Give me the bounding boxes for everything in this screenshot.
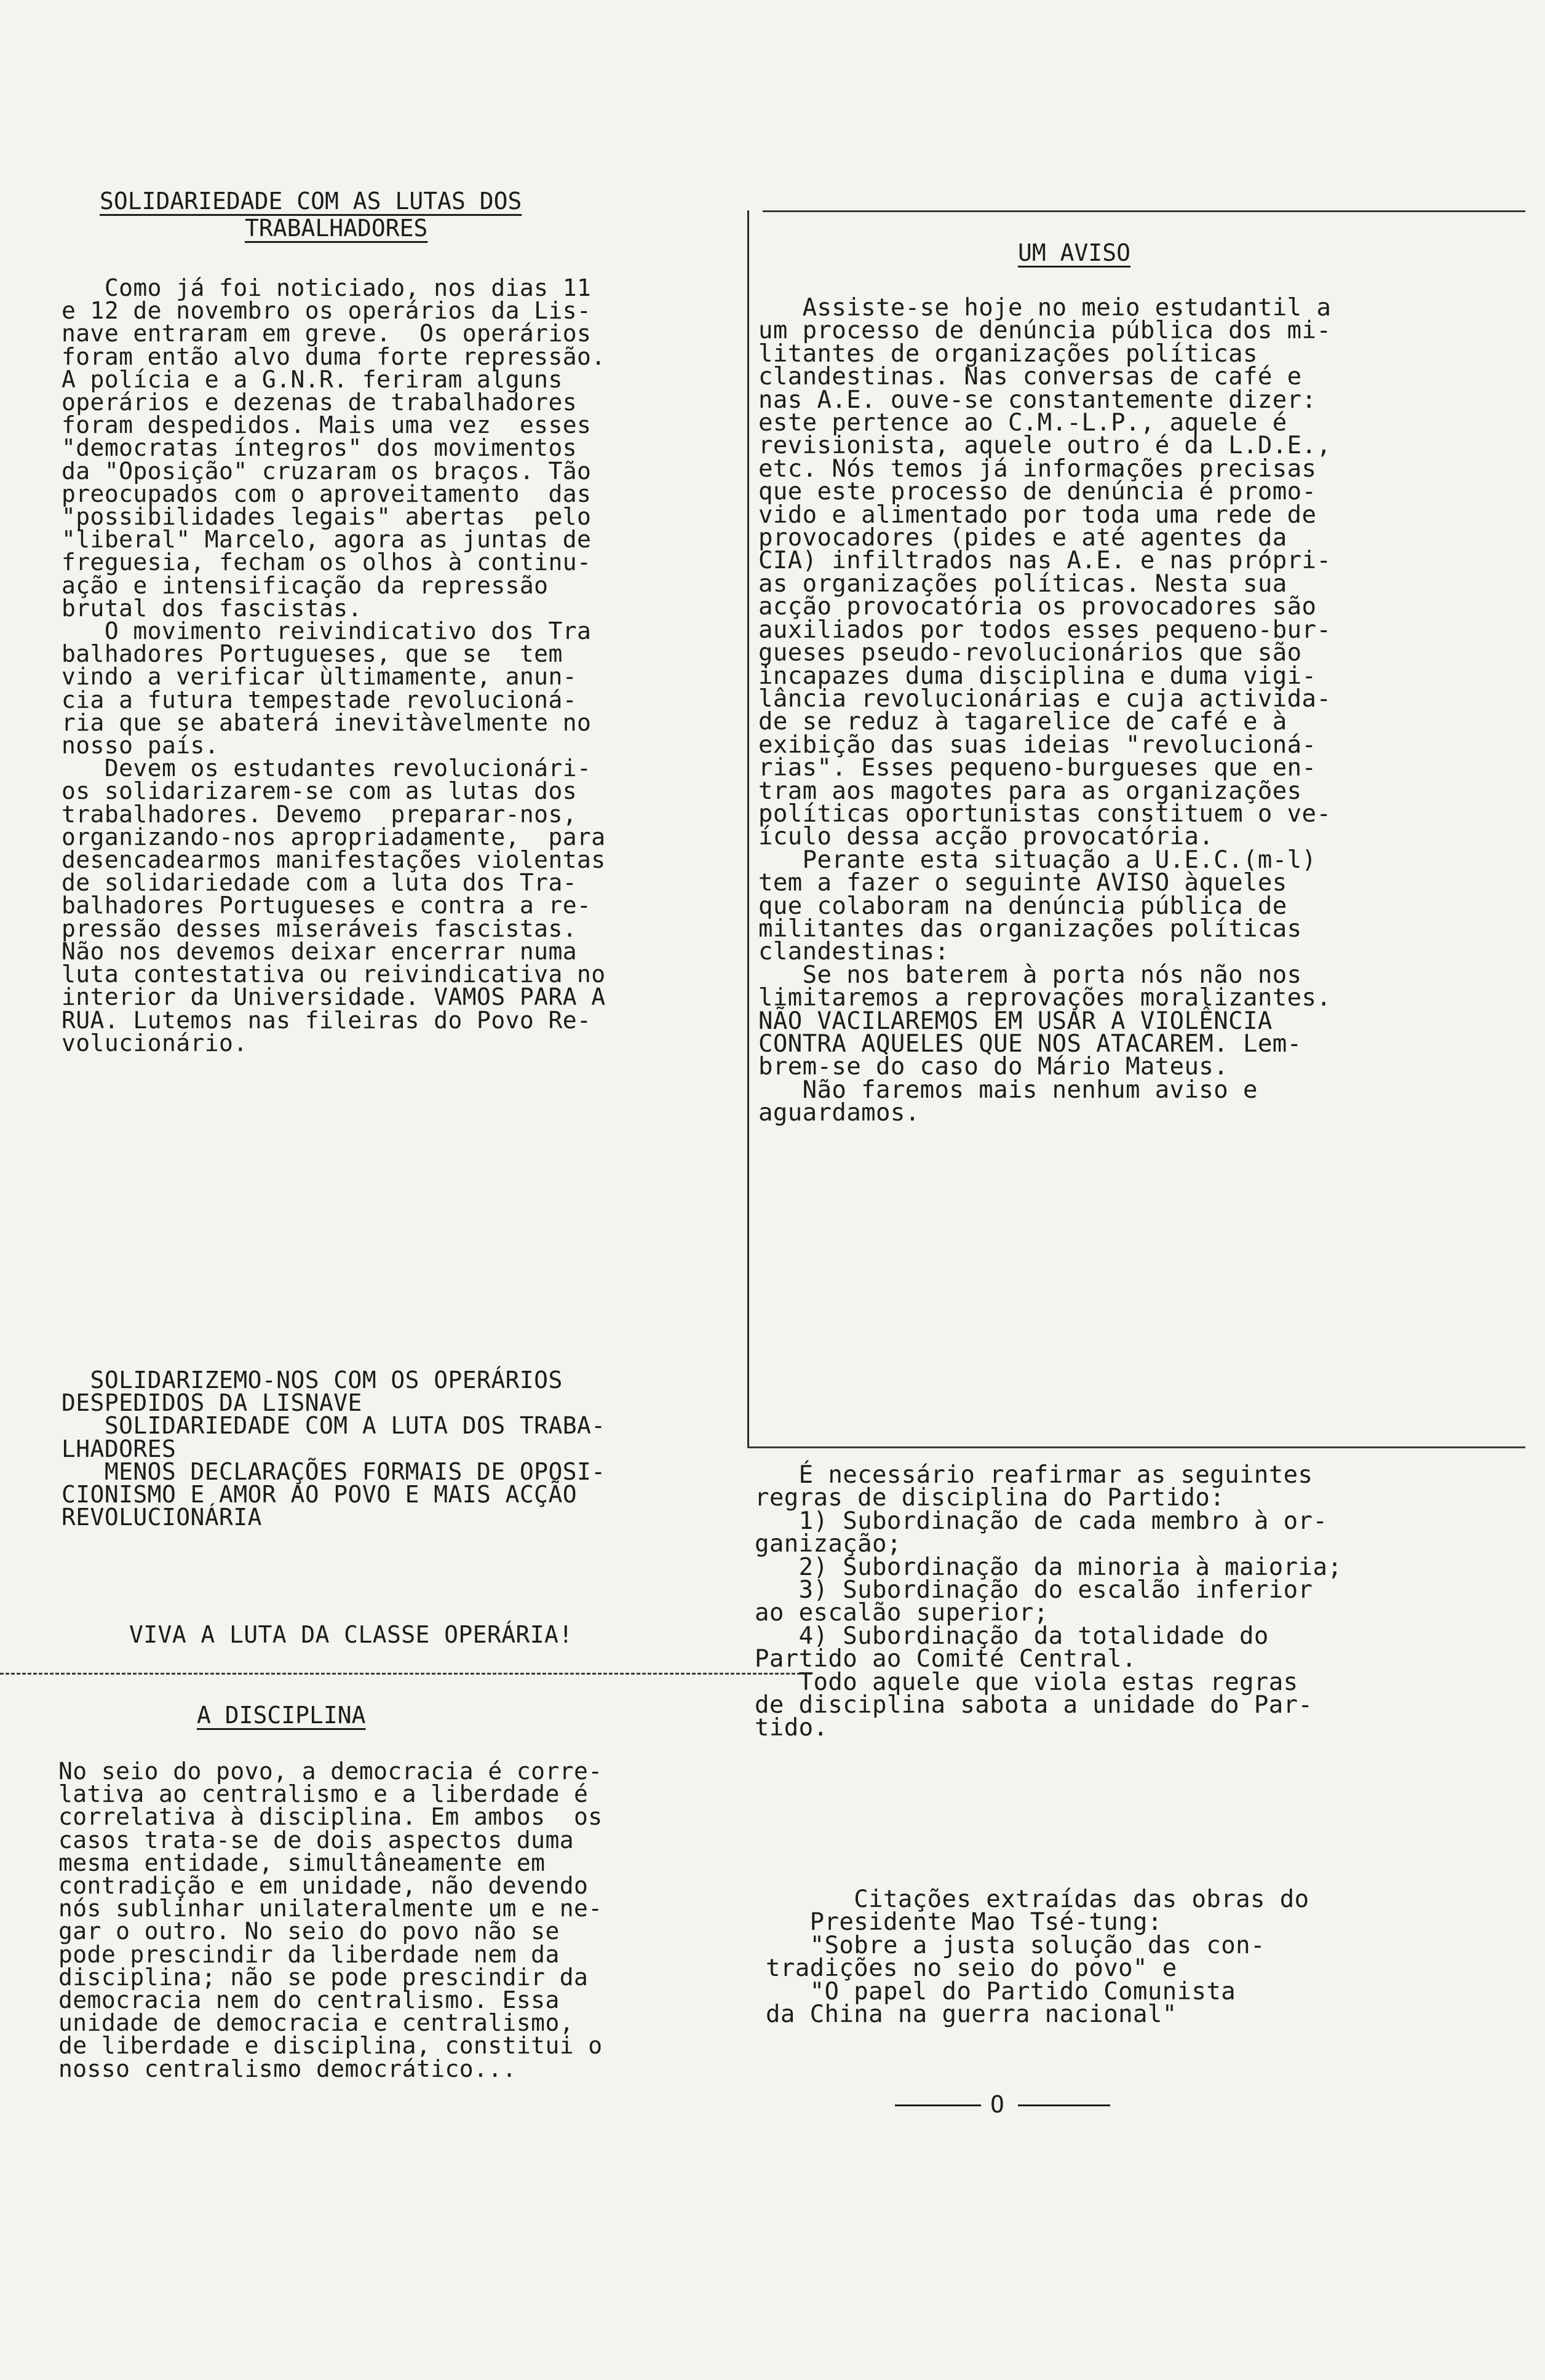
text-line: disciplina; não se pode prescindir da: [58, 1963, 589, 1991]
text-line: Partido ao Comité Central.: [755, 1645, 1137, 1673]
text-line: gar o outro. No seio do povo não se: [58, 1918, 560, 1945]
text-line: É necessário reafirmar as seguintes: [755, 1461, 1313, 1489]
text-line: incapazes duma disciplina e duma vigi-: [758, 662, 1317, 690]
text-line: 3) Subordinação do escalão inferior: [755, 1576, 1313, 1605]
slogan-line: SOLIDARIEDADE COM A LUTA DOS TRABA-: [62, 1412, 606, 1440]
text-line: ganização;: [755, 1530, 902, 1558]
text-line: nas A.E. ouve-se constantemente dizer:: [758, 386, 1317, 414]
text-line: "liberal" Marcelo, agora as juntas de: [62, 526, 592, 553]
text-line: foram despedidos. Mais uma vez esses: [62, 411, 592, 439]
text-line: tradições no seio do povo" e: [766, 1954, 1177, 1983]
slogan-line: REVOLUCIONÁRIA: [62, 1504, 262, 1531]
text-line: "possibilidades legais" abertas pelo: [62, 503, 592, 531]
text-line: Como já foi noticiado, nos dias 11: [62, 274, 592, 301]
text-line: aguardamos.: [758, 1099, 920, 1127]
solidarity-slogans: [62, 1369, 606, 1529]
text-line: as organizações políticas. Nesta sua: [758, 569, 1287, 598]
text-line: 2) Subordinação da minoria à maioria;: [755, 1553, 1343, 1581]
text-line: gueses pseudo-revolucionários que são: [758, 639, 1302, 667]
text-line: ação e intensificação da repressão: [62, 571, 549, 599]
slogan-line: DESPEDIDOS DA LISNAVE: [62, 1389, 362, 1417]
text-line: Se nos baterem à porta nós não nos: [758, 961, 1302, 989]
warning-box-bottom-rule: [747, 1446, 1525, 1448]
text-line: A polícia e a G.N.R. feriram alguns: [62, 365, 563, 393]
text-line: luta contestativa ou reivindicativa no: [62, 961, 606, 988]
text-line: interior da Universidade. VAMOS PARA A: [62, 983, 606, 1011]
text-line: balhadores Portugueses e contra a re-: [62, 892, 592, 919]
text-line: O movimento reivindicativo dos Tra: [62, 617, 592, 645]
text-line: auxiliados por todos esses pequeno-bur-: [758, 616, 1332, 644]
text-line: os solidarizarem-se com as lutas dos: [62, 777, 578, 805]
discipline-body: [58, 1760, 603, 2081]
text-line: freguesia, fecham os olhos à continu-: [62, 549, 592, 576]
text-line: CONTRA AQUELES QUE NOS ATACAREM. Lem-: [758, 1030, 1302, 1058]
warning-box-left-rule: [747, 210, 749, 1446]
text-line: etc. Nós temos já informações precisas: [758, 454, 1317, 483]
text-line: Presidente Mao Tsé-tung:: [766, 1908, 1162, 1937]
text-line: pode prescindir da liberdade nem da: [58, 1940, 560, 1968]
end-mark: [895, 2091, 1129, 2116]
text-line: brem-se do caso do Mário Mateus.: [758, 1053, 1229, 1081]
text-line: democracia nem do centralismo. Essa: [58, 1986, 560, 2014]
text-line: ria que se abaterá inevitàvelmente no: [62, 708, 592, 736]
text-line: unidade de democracia e centralismo,: [58, 2009, 574, 2037]
text-line: organizando-nos apropriadamente, para: [62, 823, 606, 851]
text-line: correlativa à disciplina. Em ambos os: [58, 1803, 603, 1831]
text-line: clandestinas:: [758, 938, 950, 966]
text-line: 1) Subordinação de cada membro à or-: [755, 1507, 1328, 1535]
text-line: CIA) infiltrados nas A.E. e nas própri-: [758, 547, 1332, 575]
text-line: casos trata-se de dois aspectos duma: [58, 1826, 574, 1854]
text-line: políticas oportunistas constituem o ve-: [758, 799, 1332, 828]
text-line: foram então alvo duma forte repressão.: [62, 343, 606, 370]
text-line: que este processo de denúncia é promo-: [758, 478, 1317, 506]
discipline-rules: [755, 1461, 1343, 1742]
text-line: trabalhadores. Devemo preparar-nos,: [62, 800, 578, 828]
text-line: cia a futura tempestade revolucioná-: [62, 686, 578, 713]
text-line: Não faremos mais nenhum aviso e: [758, 1076, 1258, 1104]
text-line: "Sobre a justa solução das con-: [766, 1931, 1265, 1959]
text-line: acção provocatória os provocadores são: [758, 593, 1317, 621]
text-line: litantes de organizações políticas: [758, 339, 1258, 368]
text-line: operários e dezenas de trabalhadores: [62, 389, 578, 416]
text-line: preocupados com o aproveitamento das: [62, 480, 592, 507]
text-line: vido e alimentado por toda uma rede de: [758, 501, 1317, 529]
text-line: mesma entidade, simultâneamente em: [58, 1849, 546, 1876]
text-line: nave entraram em greve. Os operários: [62, 320, 592, 347]
text-line: de liberdade e disciplina, constitui o: [58, 2032, 603, 2060]
text-line: Citações extraídas das obras do: [766, 1886, 1309, 1913]
text-line: NÃO VACILAREMOS EM USAR A VIOLÊNCIA: [758, 1007, 1273, 1035]
text-line: Todo aquele que viola estas regras: [755, 1668, 1298, 1696]
text-line: Assiste-se hoje no meio estudantil a: [758, 294, 1332, 322]
text-line: revisionista, aquele outro é da L.D.E.,: [758, 432, 1332, 460]
text-line: clandestinas. Nas conversas de café e: [758, 363, 1302, 391]
text-line: rias". Esses pequeno-burgueses que en-: [758, 754, 1317, 782]
text-line: Não nos devemos deixar encerrar numa: [62, 937, 578, 965]
text-line: limitaremos a reprovações moralizantes.: [758, 984, 1332, 1012]
text-line: Devem os estudantes revolucionári-: [62, 755, 592, 782]
warning-box-top-rule: [763, 210, 1525, 212]
text-line: de disciplina sabota a unidade do Par-: [755, 1691, 1313, 1720]
solidarity-title-line-2: TRABALHADORES: [245, 215, 428, 242]
text-line: "O papel do Partido Comunista: [766, 1977, 1236, 2005]
text-line: que colaboram na denúncia pública de: [758, 892, 1287, 920]
text-line: militantes das organizações políticas: [758, 914, 1302, 943]
text-line: desencadearmos manifestações violentas: [62, 846, 606, 874]
text-line: de se reduz à tagarelice de café e à: [758, 708, 1287, 736]
text-line: regras de disciplina do Partido:: [755, 1484, 1225, 1512]
text-line: nós sublinhar unilateralmente um e ne-: [58, 1895, 603, 1922]
text-line: da China na guerra nacional": [766, 2001, 1177, 2029]
text-line: provocadores (pides e até agentes da: [758, 524, 1287, 552]
text-line: pressão desses miseráveis fascistas.: [62, 914, 578, 942]
solidarity-title-line-1: SOLIDARIEDADE COM AS LUTAS DOS: [100, 188, 522, 215]
text-line: contradição e em unidade, não devendo: [58, 1872, 589, 1900]
warning-title: UM AVISO: [1018, 239, 1131, 266]
mao-citations: [766, 1886, 1309, 2029]
text-line: de solidariedade com a luta dos Tra-: [62, 869, 578, 897]
text-line: tram aos magotes para as organizações: [758, 777, 1302, 805]
text-line: ao escalão superior;: [755, 1599, 1049, 1627]
text-line: Perante esta situação a U.E.C.(m-l): [758, 846, 1317, 874]
text-line: No seio do povo, a democracia é corre-: [58, 1758, 603, 1785]
text-line: brutal dos fascistas.: [62, 594, 362, 622]
slogan-line: MENOS DECLARAÇÕES FORMAIS DE OPOSI-: [62, 1458, 606, 1485]
text-line: vindo a verificar ùltimamente, anun-: [62, 663, 578, 691]
slogan-line: LHADORES: [62, 1435, 177, 1462]
text-line: nosso país.: [62, 732, 220, 760]
closing-slogan: VIVA A LUTA DA CLASSE OPERÁRIA!: [129, 1621, 573, 1648]
warning-body: [758, 296, 1331, 1125]
slogan-line: CIONISMO E AMOR AO POVO E MAIS ACÇÃO: [62, 1481, 578, 1509]
slogan-line: SOLIDARIZEMO-NOS COM OS OPERÁRIOS: [62, 1367, 563, 1394]
text-line: 4) Subordinação da totalidade do: [755, 1622, 1269, 1650]
discipline-title: A DISCIPLINA: [197, 1702, 366, 1729]
text-line: este pertence ao C.M.-L.P., aquele é: [758, 409, 1287, 437]
end-mark-right-rule: [1018, 2104, 1110, 2106]
text-line: balhadores Portugueses, que se tem: [62, 640, 563, 668]
text-line: nosso centralismo democrático...: [58, 2055, 517, 2082]
text-line: "democratas íntegros" dos movimentos: [62, 434, 578, 462]
text-line: um processo de denúncia pública dos mi-: [758, 317, 1332, 345]
end-mark-letter: O: [990, 2091, 1004, 2118]
text-line: exibição das suas ideias "revolucioná-: [758, 731, 1317, 759]
end-mark-left-rule: [895, 2104, 981, 2106]
text-line: tido.: [755, 1714, 828, 1742]
text-line: lância revolucionárias e cuja activida-: [758, 684, 1332, 713]
closing-slogan-block: [129, 1621, 573, 1648]
text-line: RUA. Lutemos nas fileiras do Povo Re-: [62, 1006, 592, 1034]
text-line: ículo dessa acção provocatória.: [758, 823, 1214, 851]
text-line: da "Oposição" cruzaram os braços. Tão: [62, 457, 592, 485]
section-divider-left: [0, 1673, 812, 1675]
text-line: lativa ao centralismo e a liberdade é: [58, 1780, 589, 1808]
text-line: tem a fazer o seguinte AVISO àqueles: [758, 869, 1287, 897]
text-line: volucionário.: [62, 1029, 248, 1057]
solidarity-body: [62, 274, 606, 1057]
text-line: e 12 de novembro os operários da Lis-: [62, 297, 592, 325]
